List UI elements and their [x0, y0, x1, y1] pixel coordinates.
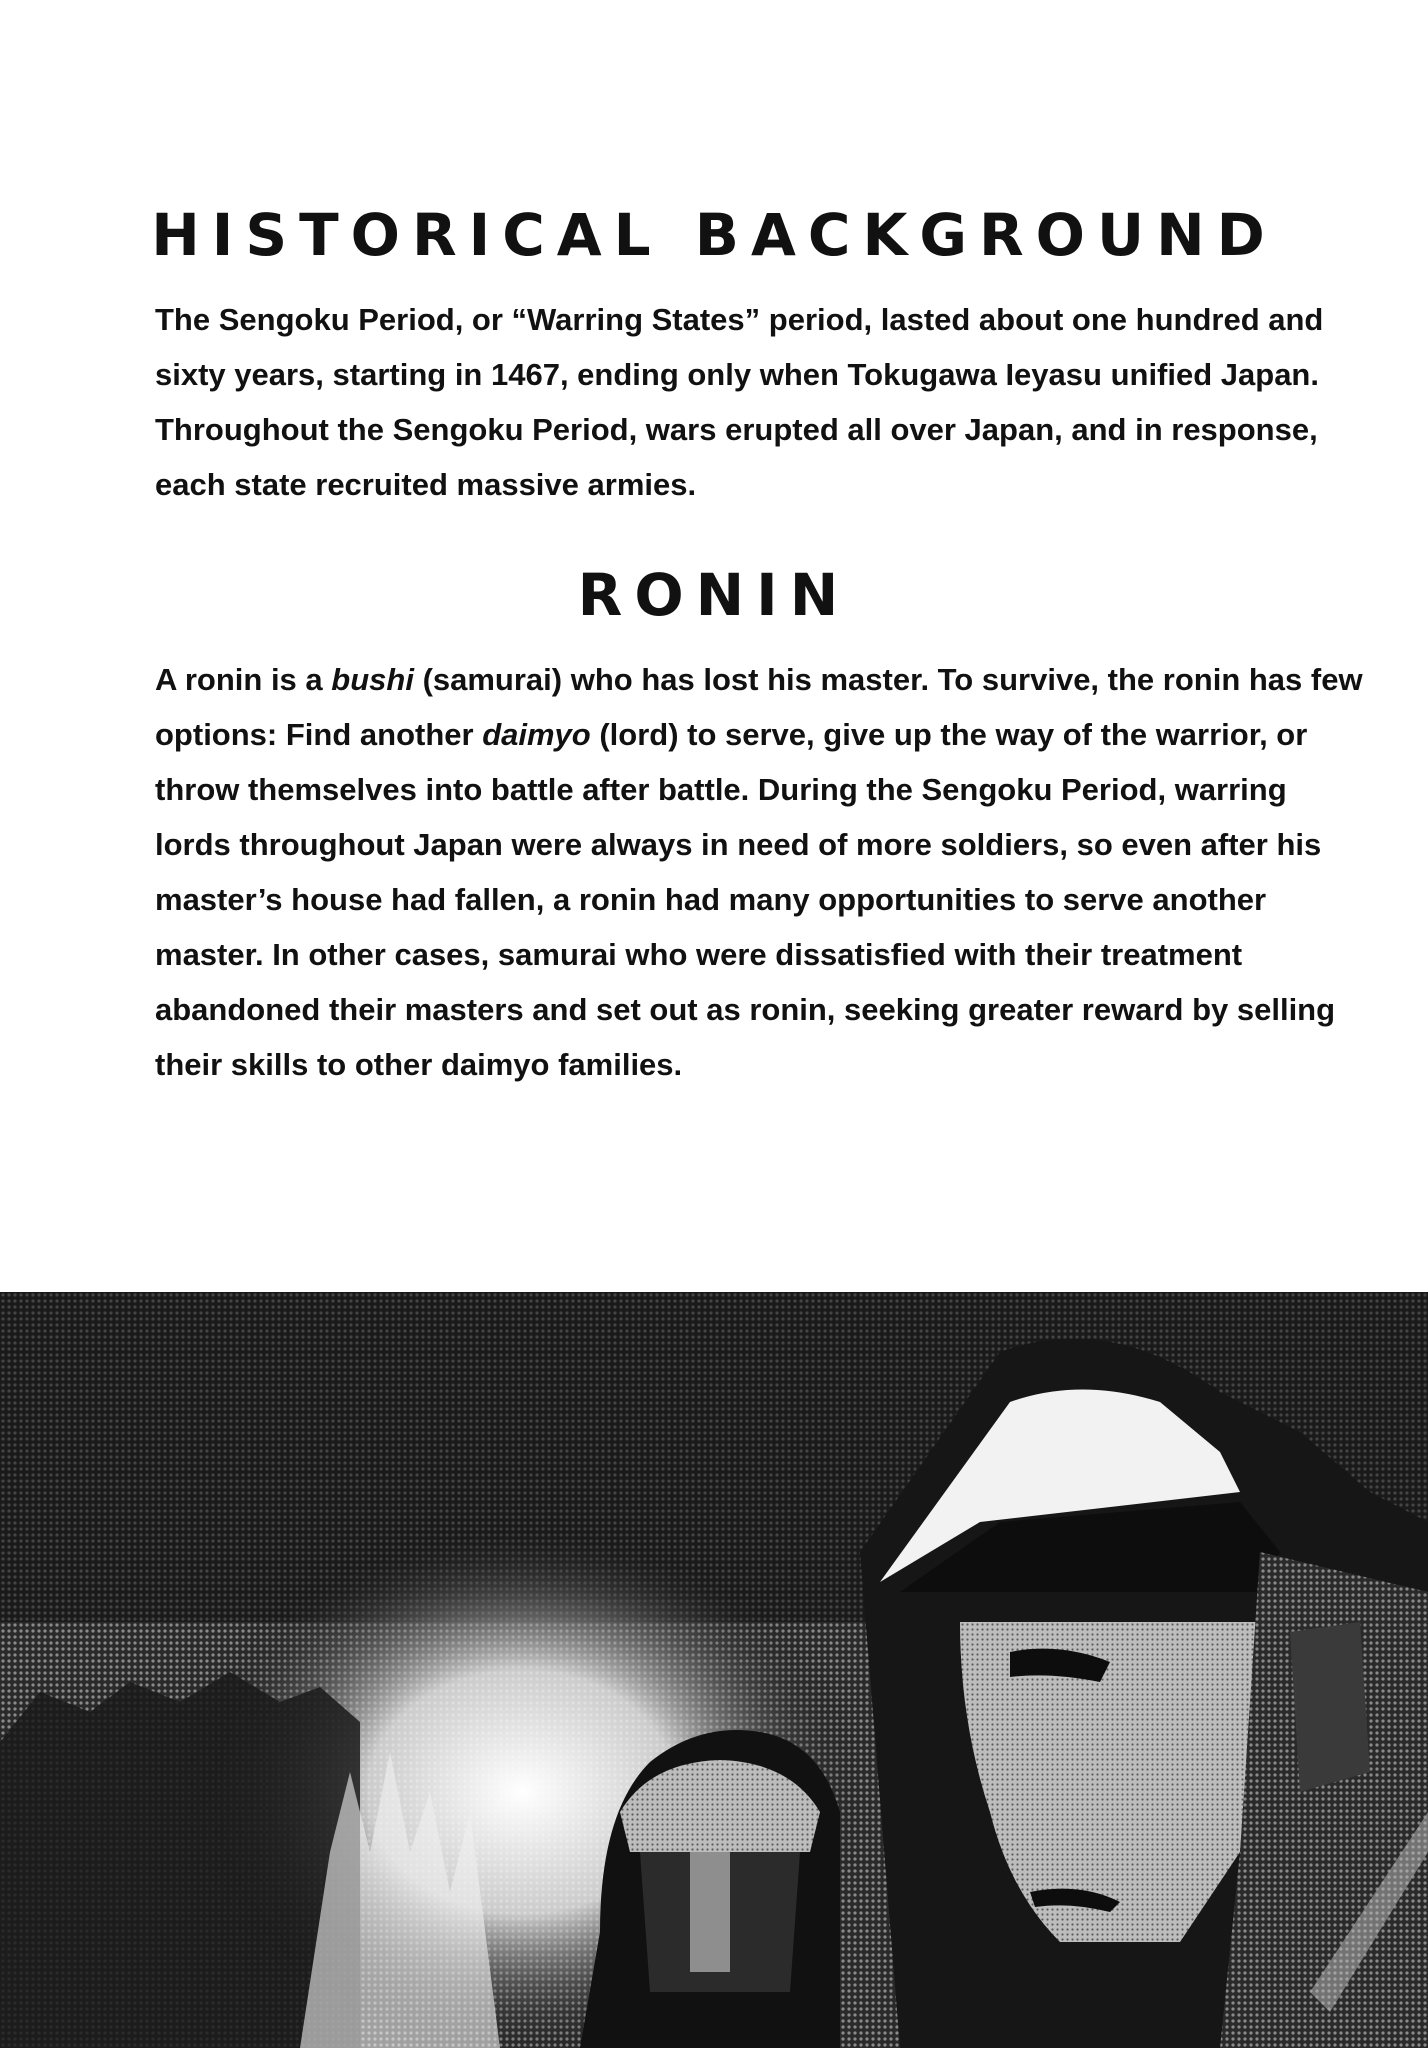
text-line: [155, 402, 1318, 457]
text-line: [155, 707, 1308, 762]
text-run: their skills to other daimyo families.: [155, 1047, 683, 1082]
text-line: [155, 982, 1336, 1037]
text-run: options: Find another: [155, 717, 483, 752]
text-line: [155, 347, 1319, 402]
italic-term: daimyo: [482, 717, 591, 752]
italic-term: bushi: [331, 662, 414, 697]
text-line: [155, 292, 1324, 347]
text-run: (samurai) who has lost his master. To survive, the ronin has few: [413, 662, 1363, 697]
text-run: master’s house had fallen, a ronin had many opportunities to serve another: [155, 882, 1267, 917]
text-run: throw themselves into battle after battle. During the Sengoku Period, warring: [155, 772, 1287, 807]
text-line: [155, 817, 1322, 872]
manga-illustration: [0, 1292, 1428, 2048]
text-run: The Sengoku Period, or “Warring States” period, lasted about one hundred and: [155, 302, 1324, 337]
text-run: master. In other cases, samurai who were dissatisfied with their treatment: [155, 937, 1243, 972]
ronin-heading: RONIN: [577, 561, 851, 629]
text-run: sixty years, starting in 1467, ending only when Tokugawa Ieyasu unified Japan.: [155, 357, 1319, 392]
ronin-paragraph: [155, 652, 1363, 1092]
historical-background-paragraph: [155, 292, 1324, 512]
text-line: [155, 652, 1363, 707]
text-line: [155, 872, 1305, 927]
text-run: Throughout the Sengoku Period, wars erupted all over Japan, and in response,: [155, 412, 1318, 447]
text-line: [155, 927, 1305, 982]
text-run: abandoned their masters and set out as ronin, seeking greater reward by selling: [155, 992, 1336, 1027]
text-line: [155, 1037, 1305, 1092]
text-run: A ronin is a: [155, 662, 332, 697]
historical-background-heading: HISTORICAL BACKGROUND: [151, 201, 1277, 269]
text-run: each state recruited massive armies.: [155, 467, 697, 502]
text-line: [155, 762, 1305, 817]
text-run: (lord) to serve, give up the way of the warrior, or: [590, 717, 1308, 752]
samurai-illustration: [0, 1292, 1428, 2048]
text-line: [155, 457, 1305, 512]
text-run: lords throughout Japan were always in need of more soldiers, so even after his: [155, 827, 1322, 862]
